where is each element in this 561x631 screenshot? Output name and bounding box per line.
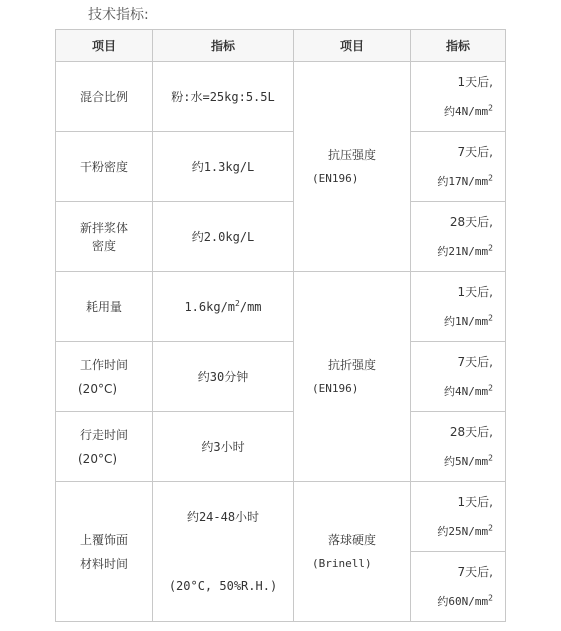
ball-hardness-name [294,482,411,622]
header-item-2: 项目 [294,30,411,62]
flexural-28d-value: 约$5N/mm^2$ [444,452,493,468]
walk-time-value: 约3小时 [153,412,294,482]
flexural-1d [411,272,506,342]
compressive-7d [411,132,506,202]
flexural-28d-day: 28天后, [449,424,493,439]
spec-table [55,29,506,622]
flexural-28d [411,412,506,482]
flexural-strength-name [294,272,411,482]
ball-hardness-std: (Brinell) [312,556,372,570]
table-row [56,62,506,132]
working-time-name: 工作时间 (20°C) [56,342,153,412]
compressive-28d [411,202,506,272]
flexural-7d-value: 约$4N/mm^2$ [444,382,493,398]
working-time-value: 约30分钟 [153,342,294,412]
consumption-name: 耗用量 [56,272,153,342]
flexural-7d [411,342,506,412]
flexural-strength-label: 抗折强度 [327,357,376,372]
compressive-1d [411,62,506,132]
covering-time-condition: (20°C, 50%R.H.) [153,552,294,622]
covering-time-name: 上覆饰面 材料时间 [56,482,153,622]
compressive-7d-value: 约$17N/mm^2$ [437,172,493,188]
walk-time-name: 行走时间 (20°C) [56,412,153,482]
compressive-strength-std: (EN196) [312,171,359,185]
hardness-1d-day: 1天后, [457,494,493,509]
table-row [56,132,506,202]
dry-density-name: 干粉密度 [56,132,153,202]
flexural-1d-value: 约$1N/mm^2$ [444,312,493,328]
table-header-row [56,30,506,62]
hardness-7d-value: 约$60N/mm^2$ [437,592,493,608]
ball-hardness-label: 落球硬度 [327,532,376,547]
mix-ratio-value: 粉:水=25kg:5.5L [153,62,294,132]
table-row [56,412,506,482]
table-row [56,272,506,342]
fresh-density-name: 新拌浆体 密度 [56,202,153,272]
compressive-strength-label: 抗压强度 [327,147,376,162]
table-row [56,482,506,552]
header-item-1: 项目 [56,30,153,62]
header-spec-2: 指标 [411,30,506,62]
dry-density-value: 约1.3kg/L [153,132,294,202]
flexural-strength-std: (EN196) [312,381,359,395]
table-row [56,202,506,272]
hardness-7d [411,552,506,622]
hardness-1d [411,482,506,552]
flexural-1d-day: 1天后, [457,284,493,299]
table-row [56,342,506,412]
compressive-7d-day: 7天后, [457,144,493,159]
compressive-1d-value: 约$4N/mm^2$ [444,102,493,118]
header-spec-1: 指标 [153,30,294,62]
compressive-strength-name [294,62,411,272]
hardness-1d-value: 约$25N/mm^2$ [437,522,493,538]
section-caption: 技术指标: [88,7,149,23]
compressive-28d-day: 28天后, [449,214,493,229]
compressive-1d-day: 1天后, [457,74,493,89]
hardness-7d-day: 7天后, [457,564,493,579]
fresh-density-value: 约2.0kg/L [153,202,294,272]
covering-time-value: 约24-48小时 [153,482,294,552]
compressive-28d-value: 约$21N/mm^2$ [437,242,493,258]
mix-ratio-name: 混合比例 [56,62,153,132]
consumption-value: $1.6kg/m^2/mm$ [153,272,294,342]
flexural-7d-day: 7天后, [457,354,493,369]
